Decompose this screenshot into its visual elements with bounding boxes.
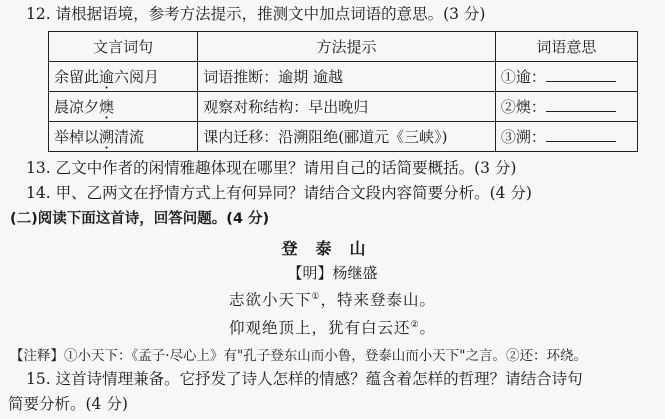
table-row xyxy=(49,122,638,152)
answer-blank[interactable] xyxy=(546,67,616,82)
answer-cell: ③溯： xyxy=(495,122,637,152)
hint-cell: 词语推断：逾期 逾越 xyxy=(198,62,496,92)
header-hint: 方法提示 xyxy=(198,32,496,62)
question-15-line-2: 简要分析。(4 分) xyxy=(8,395,128,413)
table-row xyxy=(49,62,638,92)
question-12: 12. 请根据语境，参考方法提示，推测文中加点词语的意思。(3 分) xyxy=(26,5,486,23)
phrase-cell: 晨凉夕燠 xyxy=(49,92,198,122)
table-header-row xyxy=(49,32,638,62)
method-table xyxy=(48,31,638,152)
answer-blank[interactable] xyxy=(546,97,616,112)
table-row xyxy=(49,92,638,122)
answer-blank[interactable] xyxy=(546,127,616,142)
dotted-char: 逾 xyxy=(99,68,115,86)
header-phrase: 文言词句 xyxy=(49,32,198,62)
poem-author: 【明】杨继盛 xyxy=(287,264,378,282)
question-14: 14. 甲、乙两文在抒情方式上有何异同？请结合文段内容简要分析。(4 分) xyxy=(26,184,532,202)
question-13: 13. 乙文中作者的闲情雅趣体现在哪里？请用自己的话简要概括。(3 分) xyxy=(26,159,517,177)
answer-cell: ②燠： xyxy=(495,92,637,122)
section-2-heading: (二)阅读下面这首诗，回答问题。(4 分) xyxy=(10,211,270,227)
header-meaning: 词语意思 xyxy=(495,32,637,62)
poem-line-2: 仰观绝顶上，犹有白云还②。 xyxy=(228,319,437,337)
question-15-line-1: 15. 这首诗情理兼备。它抒发了诗人怎样的情感？蕴含着怎样的哲理？请结合诗句 xyxy=(26,370,583,388)
hint-cell: 观察对称结构：早出晚归 xyxy=(198,92,496,122)
phrase-cell: 举棹以溯清流 xyxy=(49,122,198,152)
hint-cell: 课内迁移：沿溯阻绝(郦道元《三峡》) xyxy=(198,122,496,152)
dotted-char: 燠 xyxy=(99,98,115,116)
answer-cell: ①逾： xyxy=(495,62,637,92)
poem-note: 【注释】①小天下：《孟子·尽心上》有"孔子登东山而小鲁，登泰山而小天下"之言。②还：环绕。 xyxy=(10,348,587,364)
phrase-cell: 余留此逾六阅月 xyxy=(49,62,198,92)
footnote-mark-2: ② xyxy=(410,319,420,330)
poem-line-1: 志欲小天下①，特来登泰山。 xyxy=(228,291,437,309)
footnote-mark-1: ① xyxy=(311,291,321,302)
dotted-char: 溯 xyxy=(99,128,115,146)
poem-title: 登泰山 xyxy=(281,239,384,258)
